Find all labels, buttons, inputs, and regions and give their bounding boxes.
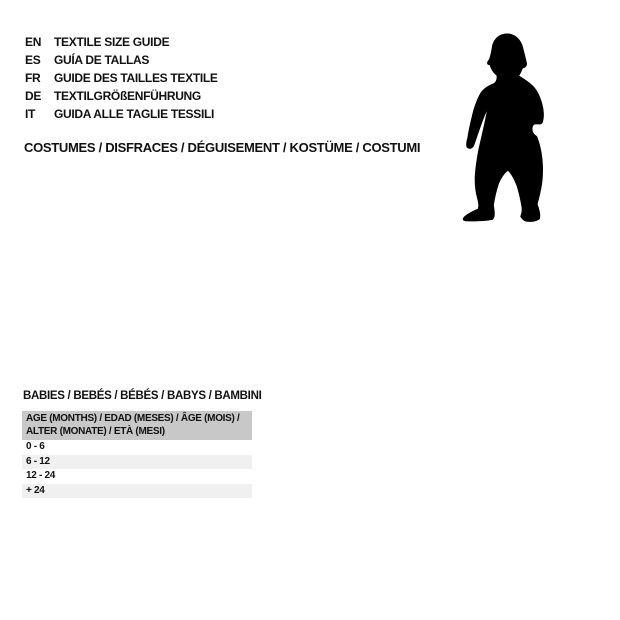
language-code: EN xyxy=(25,35,42,49)
language-code: DE xyxy=(25,89,42,103)
age-size-table xyxy=(22,411,252,498)
language-label: GUÍA DE TALLAS xyxy=(54,53,150,67)
table-header xyxy=(22,411,252,440)
table-row-6-12: 6 - 12 xyxy=(22,455,252,470)
table-header-line-2: ALTER (MONATE) / ETÀ (MESI) xyxy=(26,425,165,437)
language-row-it xyxy=(25,105,218,123)
table-row-24-plus: + 24 xyxy=(22,484,252,499)
language-code: FR xyxy=(25,71,41,85)
table-header-line-1: AGE (MONTHS) / EDAD (MESES) / ÂGE (MOIS) / xyxy=(26,413,240,424)
language-label: GUIDA ALLE TAGLIE TESSILI xyxy=(54,107,215,121)
category-title: COSTUMES / DISFRACES / DÉGUISEMENT / KOSTÜME / COSTUMI xyxy=(24,140,421,155)
language-label: TEXTILE SIZE GUIDE xyxy=(54,35,170,49)
language-row-es xyxy=(25,51,218,69)
language-code: ES xyxy=(25,53,41,67)
section-title-babies: BABIES / BEBÉS / BÉBÉS / BABYS / BAMBINI xyxy=(23,390,262,402)
language-code: IT xyxy=(25,107,36,121)
language-row-de xyxy=(25,87,218,105)
language-label: TEXTILGRÖßENFÜHRUNG xyxy=(54,89,201,103)
language-row-en xyxy=(25,33,218,51)
table-row-0-6: 0 - 6 xyxy=(26,441,45,452)
language-row-fr xyxy=(25,69,218,87)
language-list xyxy=(25,33,218,123)
baby-silhouette-icon xyxy=(462,33,547,223)
language-label: GUIDE DES TAILLES TEXTILE xyxy=(54,71,218,85)
table-row-12-24: 12 - 24 xyxy=(26,470,56,482)
